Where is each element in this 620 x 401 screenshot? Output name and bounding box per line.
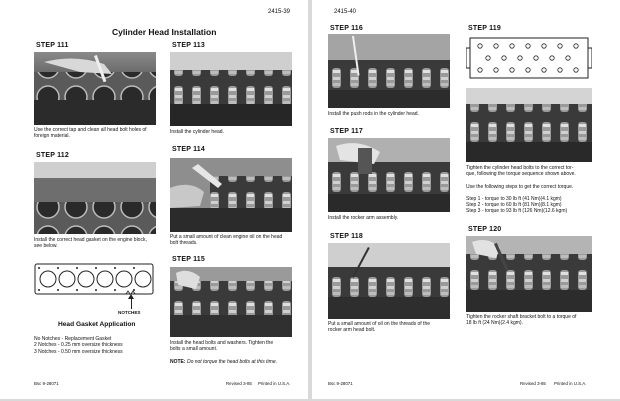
step-117-caption: Install the rocker arm assembly. — [328, 215, 399, 221]
step-120-photo — [466, 236, 592, 312]
right-page — [312, 0, 620, 399]
footer-printed: Printed in U.S.A. — [554, 381, 587, 386]
notches-label: NOTCHES — [118, 310, 141, 315]
step-119-photo — [466, 88, 592, 162]
step-116-photo — [328, 34, 450, 108]
step-115-photo — [170, 267, 292, 337]
step-118-caption: Put a small amount of oil on the threads of the rocker arm head bolt. — [328, 321, 431, 333]
footer-doc: Bsc 9-28071 — [328, 381, 353, 386]
head-gasket-diagram — [34, 262, 154, 296]
step-120-label: STEP 120 — [468, 226, 502, 233]
step-114-caption: Put a small amount of clean engine oil on the head bolt threads. — [170, 234, 283, 246]
page-title: Cylinder Head Installation — [112, 27, 217, 37]
torque-sequence-diagram — [466, 34, 592, 82]
footer-revised: Revised 3-85 — [520, 381, 546, 386]
page-number: 2415-39 — [268, 9, 291, 15]
step-111-photo — [34, 52, 156, 125]
step-113-caption: Install the cylinder head. — [170, 129, 224, 135]
left-page — [0, 0, 308, 399]
step-113-label: STEP 113 — [172, 42, 205, 49]
step-112-photo — [34, 162, 156, 234]
footer-printed: Printed in U.S.A. — [258, 381, 291, 386]
notches-arrowhead — [128, 294, 134, 299]
step-115-label: STEP 115 — [172, 256, 205, 263]
gasket-list: No Notches - Replacement Gasket 2 Notches - 0.25 mm oversize thickness 3 Notches - 0.50 mm oversize thickness — [34, 336, 123, 355]
step-114-photo — [170, 158, 292, 232]
step-119-caption: Tighten the cylinder head bolts to the correct tor- que, following the torque sequence shown above. — [466, 165, 576, 177]
step-113-photo — [170, 52, 292, 126]
torque-steps-intro: Use the following steps to get the correct torque. — [466, 184, 574, 190]
step-111-caption: Use the correct tap and clean all head bolt holes of foreign material. — [34, 127, 147, 139]
gasket-heading: Head Gasket Application — [58, 321, 136, 328]
torque-steps-list: Step 1 - torque to 30 lb ft (41 Nm)(4.1 kgm) Step 2 - torque to 60 lb ft (81 Nm)(8.1 kgm) Step 3 - torque to 93 lb ft (126 Nm)(12.6 kgm) — [466, 196, 568, 214]
note: NOTE: Do not torque the head bolts at this time. — [170, 359, 278, 365]
step-118-photo — [328, 243, 450, 319]
step-120-caption: Tighten the rocker shaft bracket bolt to a torque of 18 lb ft (24 Nm)(2.4 kgm). — [466, 314, 577, 326]
page-number: 2415-40 — [334, 9, 357, 15]
step-112-label: STEP 112 — [36, 152, 69, 159]
step-111-label: STEP 111 — [36, 42, 69, 49]
step-116-label: STEP 116 — [330, 25, 363, 32]
step-114-label: STEP 114 — [172, 146, 205, 153]
step-118-label: STEP 118 — [330, 233, 363, 240]
step-117-label: STEP 117 — [330, 128, 363, 135]
step-116-caption: Install the push rods in the cylinder head. — [328, 111, 419, 117]
footer-revised: Revised 3-85 — [226, 381, 252, 386]
step-112-caption: Install the correct head gasket on the engine block, see below. — [34, 237, 147, 249]
footer-doc: Bsc 9-28071 — [34, 381, 59, 386]
step-115-caption: Install the head bolts and washers. Tighten the bolts a small amount. — [170, 340, 274, 352]
step-119-label: STEP 119 — [468, 25, 501, 32]
step-117-photo — [328, 138, 450, 212]
